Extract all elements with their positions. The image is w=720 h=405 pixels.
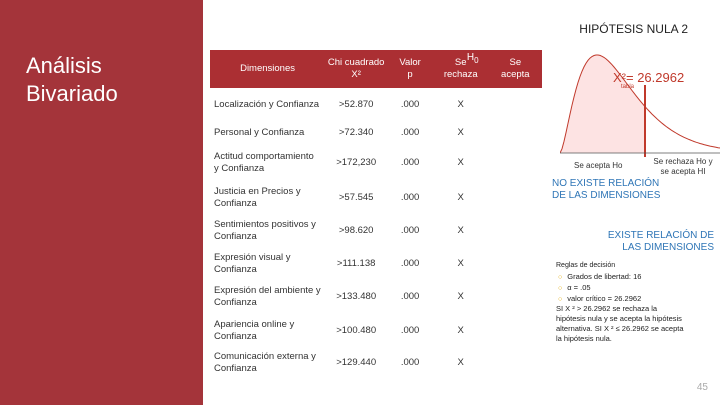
table-row xyxy=(210,144,542,182)
table-header xyxy=(210,50,542,88)
sidebar-title: Análisis Bivariado xyxy=(26,53,118,106)
slide-title: HIPÓTESIS NULA 2 xyxy=(579,22,688,36)
p-value-cell: .000 xyxy=(400,157,420,168)
no-relation-conclusion: NO EXISTE RELACIÓN DE LAS DIMENSIONES xyxy=(552,178,661,201)
rule-degrees-of-freedom: ○ Grados de libertad: 16 xyxy=(558,272,708,283)
acepta-cell xyxy=(489,214,542,248)
chi-square-cell: >100.480 xyxy=(336,325,377,336)
dimension-cell: Localización y Confianza xyxy=(214,99,320,110)
p-value-cell: .000 xyxy=(400,291,420,302)
rechaza-cell: X xyxy=(457,157,464,168)
acepta-cell xyxy=(489,144,542,182)
decision-rule-text: SI X ² > 26.2962 se rechaza la hipótesis nula y se acepta la hipótesis alternativa. SI X ² ≤ 26.2962 se acepta la hipótesis nula. xyxy=(556,304,684,343)
acepta-cell xyxy=(489,314,542,348)
dimension-cell: Sentimientos positivos y Confianza xyxy=(214,219,316,242)
rechaza-cell: X xyxy=(457,291,464,302)
rechaza-cell: X xyxy=(457,325,464,336)
dimension-cell: Personal y Confianza xyxy=(214,127,305,138)
dimension-cell: Expresión del ambiente y Confianza xyxy=(214,285,321,308)
table-row xyxy=(210,348,542,378)
rule-alpha: ○ α = .05 xyxy=(558,283,708,294)
acepta-cell xyxy=(489,182,542,214)
acepta-cell xyxy=(489,88,542,122)
rechaza-cell: X xyxy=(457,357,464,368)
hypothesis-table xyxy=(210,50,542,378)
p-value-cell: .000 xyxy=(400,127,420,138)
table-row xyxy=(210,182,542,214)
chi-square-cell: >133.480 xyxy=(336,291,377,302)
decision-rules-list xyxy=(558,272,708,305)
rechaza-cell: X xyxy=(457,225,464,236)
dimension-cell: Actitud comportamiento y Confianza xyxy=(214,151,314,174)
p-value-cell: .000 xyxy=(400,192,420,203)
acepta-cell xyxy=(489,248,542,280)
chi-square-cell: >72.340 xyxy=(338,127,374,138)
dimension-cell: Apariencia online y Confianza xyxy=(214,319,295,342)
table-row xyxy=(210,280,542,314)
reject-region-label: Se rechaza Ho y se acepta HI xyxy=(653,157,713,176)
h0-label: $H_0$ xyxy=(466,52,479,65)
table-row xyxy=(210,88,542,122)
tabla-label: tabla xyxy=(621,84,635,90)
table-row xyxy=(210,314,542,348)
relation-conclusion: EXISTE RELACIÓN DE LAS DIMENSIONES xyxy=(607,230,714,253)
table-row xyxy=(210,214,542,248)
chi-square-cell: >98.620 xyxy=(338,225,374,236)
acepta-cell xyxy=(489,348,542,378)
col-header-valor-p: Valor p xyxy=(387,50,433,88)
p-value-cell: .000 xyxy=(400,225,420,236)
col-header-chi: Chi cuadrado X² xyxy=(325,50,387,88)
accept-region-label: Se acepta Ho xyxy=(574,161,623,170)
chi-square-distribution-chart xyxy=(560,45,720,175)
rechaza-cell: X xyxy=(457,192,464,203)
chi-square-cell: >57.545 xyxy=(338,192,374,203)
col-header-dimensiones: Dimensiones xyxy=(210,50,325,88)
table-row xyxy=(210,122,542,144)
acepta-cell xyxy=(489,280,542,314)
page-number: 45 xyxy=(696,382,708,393)
rechaza-cell: X xyxy=(457,99,464,110)
p-value-cell: .000 xyxy=(400,258,420,269)
decision-rules-heading: Reglas de decisión xyxy=(556,262,616,269)
dimension-cell: Justicia en Precios y Confianza xyxy=(214,186,301,209)
rechaza-cell: X xyxy=(457,258,464,269)
sidebar-panel xyxy=(0,0,203,405)
chi-square-cell: >111.138 xyxy=(336,258,376,269)
table-body xyxy=(210,88,542,378)
dimension-cell: Comunicación externa y Confianza xyxy=(214,351,316,374)
table-row xyxy=(210,248,542,280)
col-header-rechaza: $H_0$ Se rechaza xyxy=(433,50,489,88)
dimension-cell: Expresión visual y Confianza xyxy=(214,252,291,275)
chi-square-cell: >172,230 xyxy=(336,157,377,168)
chi-square-cell: >129.440 xyxy=(336,357,377,368)
chi-square-critical-label: X²= 26.2962 xyxy=(613,70,685,85)
p-value-cell: .000 xyxy=(400,99,420,110)
p-value-cell: .000 xyxy=(400,357,420,368)
acepta-cell xyxy=(489,122,542,144)
col-header-acepta: Se acepta xyxy=(489,50,542,88)
p-value-cell: .000 xyxy=(400,325,420,336)
rule-critical-value: ○ valor crítico = 26.2962 xyxy=(558,294,708,305)
rechaza-cell: X xyxy=(457,127,464,138)
chi-square-cell: >52.870 xyxy=(338,99,374,110)
